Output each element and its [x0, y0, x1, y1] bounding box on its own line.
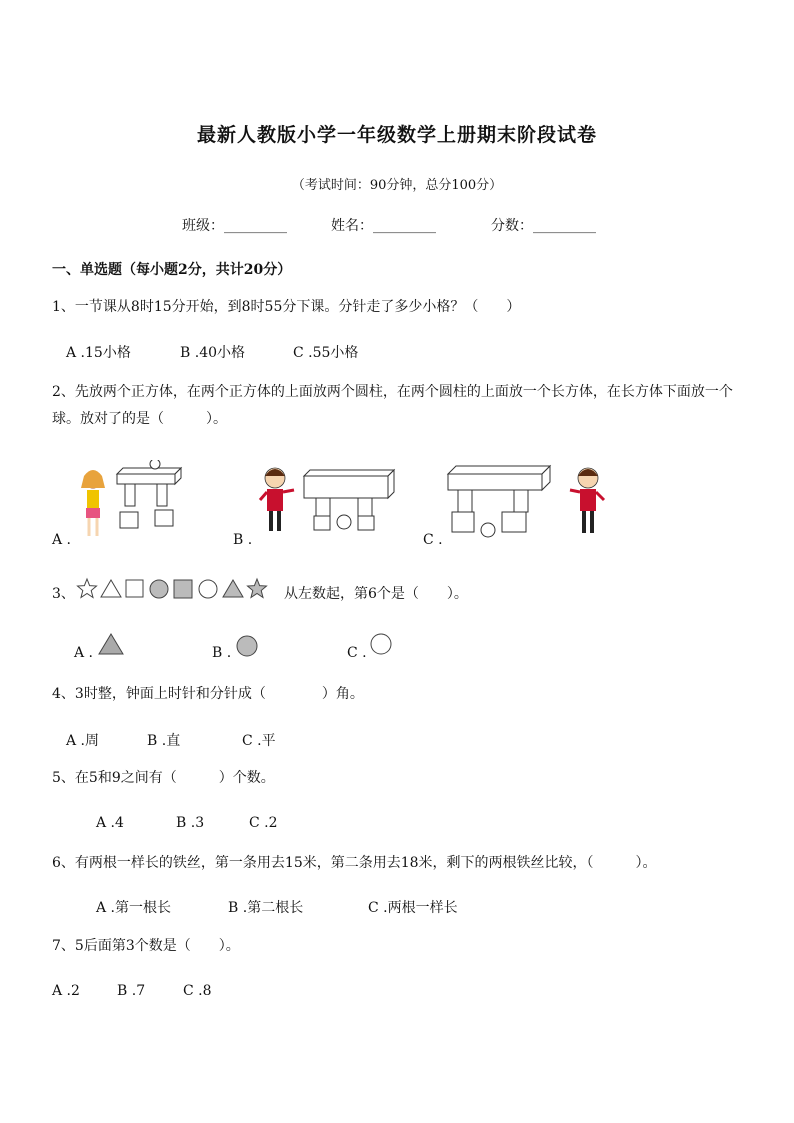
- q7-option-b: B .7: [117, 983, 146, 999]
- name-field: 姓名：_________: [331, 218, 436, 234]
- question-5: 5、在5和9之间有（ ）个数。: [52, 770, 275, 786]
- q3-option-b: B .: [212, 645, 232, 661]
- q5-option-a: A .4: [96, 815, 124, 831]
- q2-option-a: A .: [52, 532, 72, 548]
- q3-shape-sequence: [76, 577, 272, 601]
- page-title: 最新人教版小学一年级数学上册期末阶段试卷: [196, 124, 597, 146]
- q6-option-a: A .第一根长: [96, 900, 172, 916]
- q2-option-c: C .: [423, 532, 443, 548]
- q5-option-c: C .2: [249, 815, 278, 831]
- q1-option-c: C .55小格: [293, 345, 359, 361]
- question-2: 2、先放两个正方体，在两个正方体的上面放两个圆柱，在两个圆柱的上面放一个长方体，在长方体下面放一个球。放对了的是（ ）。: [52, 384, 733, 427]
- question-1: 1、一节课从8时15分开始，到8时55分下课。分针走了多少小格？（ ）: [52, 299, 521, 315]
- q2-figure-a: [75, 460, 190, 542]
- exam-subtitle: （考试时间：90分钟，总分100分）: [291, 178, 503, 193]
- q7-option-c: C .8: [183, 983, 212, 999]
- triangle-icon: [97, 632, 125, 656]
- question-4: 4、3时整，钟面上时针和分针成（ ）角。: [52, 686, 364, 702]
- section-heading: 一、单选题（每小题2分，共计20分）: [52, 262, 292, 278]
- q2-option-b: B .: [233, 532, 253, 548]
- class-field: 班级：_________: [182, 218, 287, 234]
- q1-option-b: B .40小格: [180, 345, 246, 361]
- q2-figure-b: [258, 464, 398, 539]
- q1-option-a: A .15小格: [66, 345, 131, 361]
- score-field: 分数：_________: [491, 218, 596, 234]
- q6-option-c: C .两根一样长: [368, 900, 458, 916]
- question-3: 从左数起，第6个是（ ）。: [284, 586, 468, 602]
- question-3-prefix: 3、: [52, 586, 75, 602]
- white-circle-icon: [369, 632, 393, 656]
- gray-circle-icon: [235, 634, 259, 658]
- question-6: 6、有两根一样长的铁丝，第一条用去15米，第二条用去18米，剩下的两根铁丝比较，（ ）。: [52, 855, 657, 871]
- q5-option-b: B .3: [176, 815, 205, 831]
- q4-option-c: C .平: [242, 733, 276, 749]
- q7-option-a: A .2: [52, 983, 80, 999]
- q4-option-b: B .直: [147, 733, 181, 749]
- q6-option-b: B .第二根长: [228, 900, 304, 916]
- q2-figure-c: [444, 460, 614, 540]
- q3-option-c: C .: [347, 645, 367, 661]
- question-7: 7、5后面第3个数是（ ）。: [52, 938, 240, 954]
- q4-option-a: A .周: [66, 733, 100, 749]
- q3-option-a: A .: [74, 645, 94, 661]
